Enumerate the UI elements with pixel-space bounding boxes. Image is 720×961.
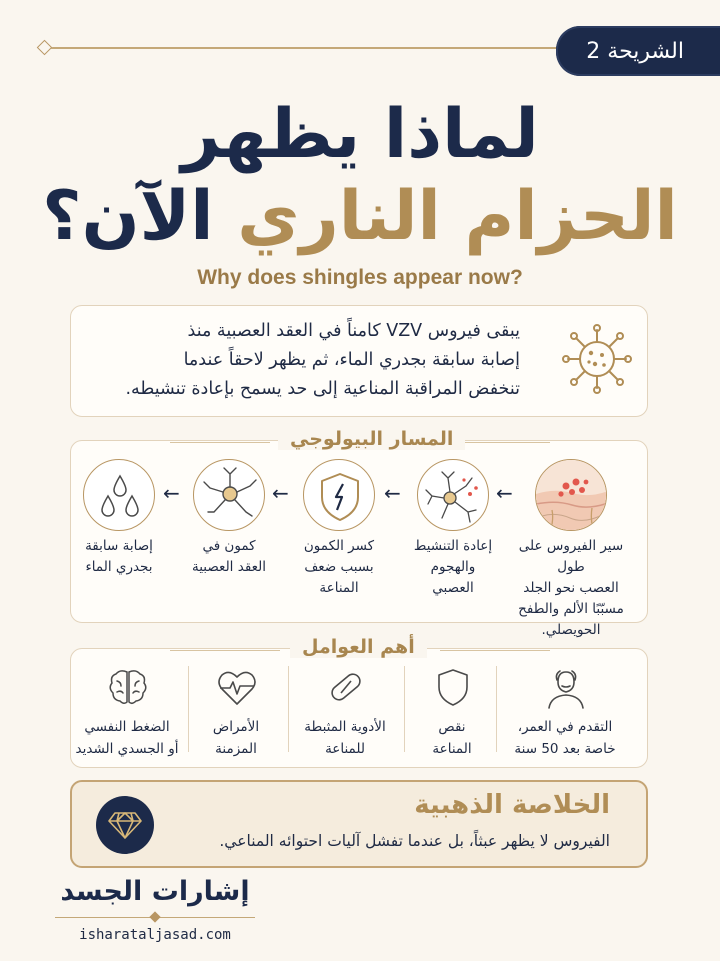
intro-line-1: يبقى فيروس VZV كامناً في العقد العصبية منذ bbox=[187, 321, 520, 341]
step-1-line-2: العصب نحو الجلد bbox=[523, 580, 619, 596]
title-line-2 bbox=[0, 172, 720, 262]
step-1-line-4: الحويصلي. bbox=[541, 622, 601, 638]
arrow-icon-3: ← bbox=[272, 481, 289, 505]
step-5-line-1: إصابة سابقة bbox=[85, 538, 153, 554]
step-3-line-1: كسر الكمون bbox=[303, 538, 375, 554]
factor-3-line-1: الأدوية المثبطة bbox=[304, 719, 386, 735]
title-gold-part: الحزام الناري bbox=[237, 177, 678, 256]
arrow-icon-1: ← bbox=[496, 481, 513, 505]
step-label-2 bbox=[397, 536, 509, 599]
neuron-icon bbox=[193, 459, 265, 531]
step-3-line-2: بسبب ضعف bbox=[304, 559, 374, 575]
shield-icon bbox=[430, 664, 476, 710]
factors-title-line-left bbox=[170, 650, 280, 651]
factors-title: أهم العوامل bbox=[290, 636, 427, 658]
factor-label-immunity bbox=[396, 716, 508, 760]
step-2-line-1: إعادة التنشيط bbox=[413, 538, 493, 554]
brand-name: إشارات الجسد bbox=[60, 876, 250, 907]
top-divider-line bbox=[44, 47, 584, 49]
brain-icon bbox=[105, 664, 151, 710]
step-1-line-1: سير الفيروس على طول bbox=[518, 538, 624, 575]
golden-summary-text: الفيروس لا يظهر عبثاً، بل عندما تفشل آليات احتوائه المناعي. bbox=[219, 832, 610, 850]
factor-label-chronic bbox=[180, 716, 292, 760]
step-4-line-2: العقد العصبية bbox=[191, 559, 267, 575]
elderly-person-icon bbox=[543, 664, 589, 710]
title-line-1: لماذا يظهر bbox=[181, 95, 539, 174]
factor-1-line-1: التقدم في العمر، bbox=[517, 719, 613, 735]
step-3-line-3: المناعة bbox=[319, 580, 359, 596]
factors-title-line-right bbox=[440, 650, 550, 651]
factor-5-line-2: أو الجسدي الشديد bbox=[75, 741, 179, 757]
arrow-icon-4: ← bbox=[163, 481, 180, 505]
factor-5-line-1: الضغط النفسي bbox=[84, 719, 170, 735]
biological-path-title: المسار البيولوجي bbox=[278, 428, 465, 450]
skin-rash-icon bbox=[535, 459, 607, 531]
arrow-icon-2: ← bbox=[384, 481, 401, 505]
intro-line-3: تنخفض المراقبة المناعية إلى حد يسمح بإعادة تنشيطه. bbox=[125, 379, 520, 399]
step-label-3 bbox=[283, 536, 395, 599]
nerve-cells-icon bbox=[417, 459, 489, 531]
factor-4-line-2: المزمنة bbox=[215, 741, 257, 757]
title-navy-part: الآن؟ bbox=[42, 177, 214, 256]
step-2-line-2: والهجوم bbox=[430, 559, 476, 575]
factor-1-line-2: خاصة بعد 50 سنة bbox=[514, 741, 616, 757]
factor-2-line-2: المناعة bbox=[432, 741, 472, 757]
step-label-4 bbox=[173, 536, 285, 578]
factor-label-age bbox=[509, 716, 621, 760]
droplets-icon bbox=[83, 459, 155, 531]
step-1-line-3: مسبّبًا الألم والطفح bbox=[518, 601, 624, 617]
intro-line-2: إصابة سابقة بجدري الماء، ثم يظهر لاحقاً عندما bbox=[183, 350, 520, 370]
step-4-line-1: كمون في bbox=[202, 538, 256, 554]
step-label-1 bbox=[515, 536, 627, 641]
diamond-badge bbox=[96, 796, 154, 854]
diamond-icon bbox=[107, 810, 143, 840]
english-subtitle: Why does shingles appear now? bbox=[197, 266, 523, 289]
broken-shield-icon bbox=[303, 459, 375, 531]
slide-tag-label: الشريحة 2 bbox=[586, 38, 684, 64]
intro-text bbox=[90, 317, 520, 404]
path-title-line-left bbox=[170, 442, 270, 443]
heart-pulse-icon bbox=[214, 664, 260, 710]
factor-4-line-1: الأمراض bbox=[212, 719, 260, 735]
factor-label-stress bbox=[71, 716, 183, 760]
virus-icon bbox=[560, 322, 634, 396]
factor-3-line-2: للمناعة bbox=[325, 741, 365, 757]
pill-icon bbox=[323, 664, 369, 710]
step-label-5 bbox=[63, 536, 175, 578]
step-5-line-2: بجدري الماء bbox=[85, 559, 153, 575]
factor-2-line-1: نقص bbox=[438, 719, 466, 735]
step-2-line-3: العصبي bbox=[432, 580, 474, 596]
top-diamond-ornament bbox=[37, 40, 53, 56]
slide-tag bbox=[556, 26, 720, 76]
brand-url: isharataljasad.com bbox=[79, 927, 231, 943]
golden-summary-title: الخلاصة الذهبية bbox=[414, 790, 610, 820]
factor-label-drugs bbox=[289, 716, 401, 760]
brand-diamond-ornament bbox=[149, 911, 160, 922]
